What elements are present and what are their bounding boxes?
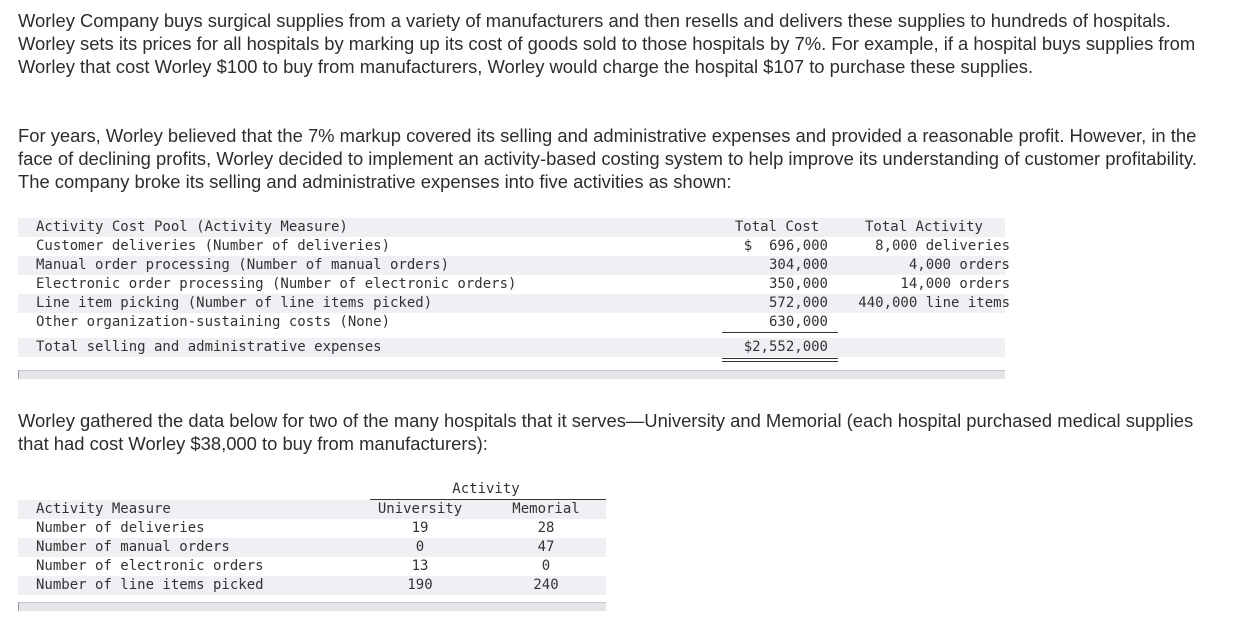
header-total-cost: Total Cost (734, 219, 820, 235)
measure-label: Number of manual orders (36, 539, 230, 555)
total-activity-value: 440,000 line items (858, 295, 1010, 311)
total-activity-value: 14,000 orders (900, 276, 1010, 292)
table-row (18, 256, 1010, 275)
table-scrollbar-edge (18, 370, 19, 379)
total-cost-value: 630,000 (768, 314, 828, 330)
cost-pool-label: Customer deliveries (Number of deliveries) (36, 238, 391, 254)
activity-table (18, 480, 606, 615)
header-university: University (377, 501, 463, 517)
table-row (18, 557, 606, 576)
university-value: 13 (411, 558, 429, 574)
table-header-row (18, 500, 606, 519)
hospitals-paragraph: Worley gathered the data below for two of the many hospitals that it serves—University and Memorial (each hospital purchased medical supplies that had cost Worley $38,000 to buy from manufacturers): (18, 410, 1194, 454)
total-label: Total selling and administrative expenses (36, 339, 382, 355)
cost-pool-table (18, 218, 1010, 380)
subtotal-underline (722, 332, 838, 333)
header-activity-group: Activity (452, 481, 520, 497)
header-memorial: Memorial (512, 501, 580, 517)
total-double-underline-1 (722, 358, 838, 359)
table-row (18, 275, 1010, 294)
abc-paragraph: For years, Worley believed that the 7% markup covered its selling and administrative expenses and provided a reasonable profit. However, in the face of declining profits, Worley decided to implement an activity-based costing system to help improve its understanding of customer profitability. The company broke its selling and administrative expenses into five activities as shown: (18, 125, 1197, 192)
total-cost-value: 350,000 (768, 276, 828, 292)
grand-total-value: $2,552,000 (743, 339, 828, 355)
total-double-underline-2 (722, 361, 838, 362)
university-value: 190 (407, 577, 433, 593)
table-header-row (18, 218, 1005, 237)
table-total-row (18, 338, 1005, 357)
table-scrollbar-edge (18, 602, 19, 611)
measure-label: Number of deliveries (36, 520, 205, 536)
total-cost-value: $ 696,000 (743, 238, 828, 254)
table-row (18, 237, 1010, 256)
total-cost-value: 304,000 (768, 257, 828, 273)
header-activity-measure: Activity Measure (36, 501, 171, 517)
university-value: 0 (415, 539, 425, 555)
group-header-row (18, 480, 606, 499)
cost-pool-label: Manual order processing (Number of manual orders) (36, 257, 450, 273)
table-scrollbar[interactable] (18, 602, 606, 611)
total-activity-value: 8,000 deliveries (875, 238, 1010, 254)
total-activity-value: 4,000 orders (908, 257, 1010, 273)
memorial-value: 28 (537, 520, 555, 536)
table-row (18, 538, 606, 557)
table-scrollbar[interactable] (18, 370, 1005, 379)
header-cost-pool: Activity Cost Pool (Activity Measure) (36, 219, 348, 235)
memorial-value: 47 (537, 539, 555, 555)
table-row (18, 313, 1005, 332)
measure-label: Number of line items picked (36, 577, 264, 593)
table-row (18, 294, 1010, 313)
table-row (18, 519, 606, 538)
table-row (18, 576, 606, 595)
memorial-value: 0 (541, 558, 551, 574)
measure-label: Number of electronic orders (36, 558, 264, 574)
university-value: 19 (411, 520, 429, 536)
cost-pool-label: Electronic order processing (Number of electronic orders) (36, 276, 517, 292)
cost-pool-label: Line item picking (Number of line items picked) (36, 295, 433, 311)
memorial-value: 240 (533, 577, 559, 593)
total-cost-value: 572,000 (768, 295, 828, 311)
intro-paragraph: Worley Company buys surgical supplies from a variety of manufacturers and then resells and delivers these supplies to hundreds of hospitals. Worley sets its prices for all hospitals by marking up its cost of goods sold to those hospitals by 7%. For example, if a hospital buys supplies from Worley that cost Worley $100 to buy from manufacturers, Worley would charge the hospital $107 to purchase these supplies. (18, 10, 1196, 77)
header-total-activity: Total Activity (864, 219, 983, 235)
cost-pool-label: Other organization-sustaining costs (None) (36, 314, 391, 330)
